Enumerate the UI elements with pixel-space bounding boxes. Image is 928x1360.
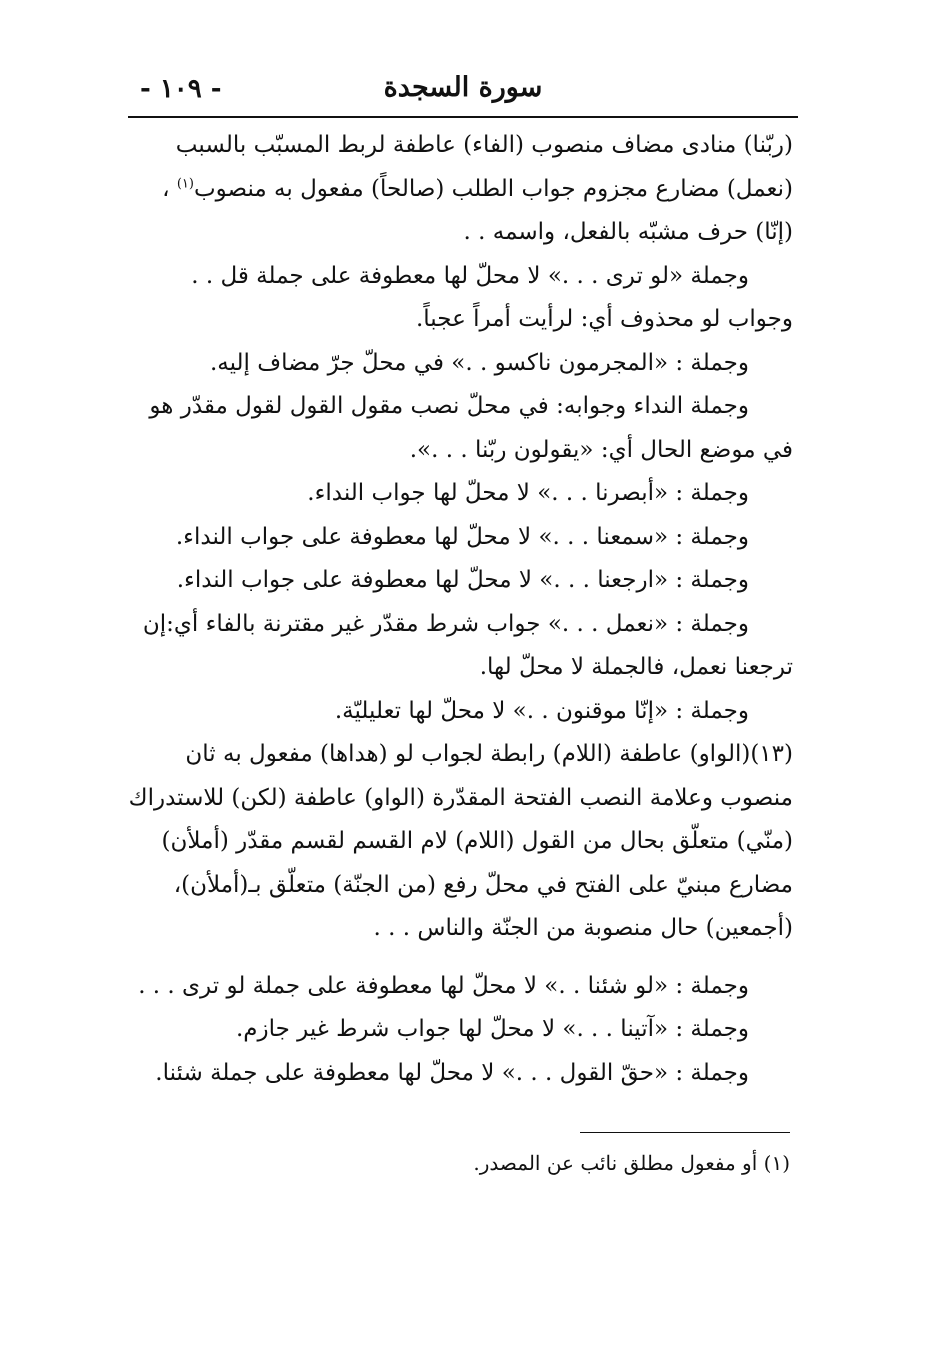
text-line: منصوب وعلامة النصب الفتحة المقدّرة (الواو) عاطفة (لكن) للاستدراك xyxy=(128,784,793,811)
text-line: وجملة : «ارجعنا . . .» لا محلّ لها معطوفة على جواب النداء. xyxy=(176,567,749,593)
text-line: وجواب لو محذوف أي: لرأيت أمراً عجباً. xyxy=(415,306,793,332)
text-line: مضارع مبنيّ على الفتح في محلّ رفع (من الجنّة) متعلّق بـ(أملأن)، xyxy=(173,871,793,898)
text-line: (١٣)(الواو) عاطفة (اللام) رابطة لجواب لو (هداها) مفعول به ثان xyxy=(185,741,793,767)
text-line: وجملة : «إنّا موقنون . .» لا محلّ لها تعليليّة. xyxy=(334,697,749,724)
text-line: وجملة : «سمعنا . . .» لا محلّ لها معطوفة على جواب النداء. xyxy=(175,523,749,550)
text-line: وجملة : «نعمل . . .» جواب شرط مقدّر غير مقترنة بالفاء أي:إن xyxy=(142,610,749,637)
page-header xyxy=(128,68,798,114)
text-line: وجملة : «آتينا . . .» لا محلّ لها جواب شرط غير جازم. xyxy=(235,1016,749,1042)
footnote: (١) أو مفعول مطلق نائب عن المصدر. xyxy=(473,1151,790,1175)
text-line: (إنّا) حرف مشبّه بالفعل، واسمه . . xyxy=(463,219,793,245)
text-line: في موضع الحال أي: «يقولون ربّنا . . .». xyxy=(409,436,793,463)
footnote-marker: (١) xyxy=(176,175,194,191)
body-text xyxy=(128,124,793,1095)
text-line: وجملة : «المجرمون ناكسو . .» في محلّ جرّ مضاف إليه. xyxy=(209,349,749,376)
text-line: ترجعنا نعمل، فالجملة لا محلّ لها. xyxy=(479,654,793,680)
text-line: (ربّنا) منادى مضاف منصوب (الفاء) عاطفة لربط المسبّب بالسبب xyxy=(175,132,793,158)
page-number: - ١٠٩ - xyxy=(140,74,222,104)
header-divider xyxy=(128,116,798,118)
footnote-divider xyxy=(580,1132,790,1133)
text-line: (منّي) متعلّق بحال من القول (اللام) لام القسم لقسم مقدّر (أملأن) xyxy=(161,828,793,854)
paragraph-gap xyxy=(128,951,793,965)
text-line: وجملة «لو ترى . . .» لا محلّ لها معطوفة على جملة قل . . xyxy=(191,262,749,289)
text-line: وجملة النداء وجوابه: في محلّ نصب مقول القول لقول مقدّر هو xyxy=(149,393,749,419)
text-line-content: (نعمل) مضارع مجزوم جواب الطلب (صالحاً) مفعول به منصوب xyxy=(193,175,793,202)
text-line: (أجمعين) حال منصوبة من الجنّة والناس . . . xyxy=(373,915,793,941)
text-line: وجملة : «حقّ القول . . .» لا محلّ لها معطوفة على جملة شئنا. xyxy=(155,1059,749,1086)
text-line-tail: ، xyxy=(162,175,170,202)
text-line: وجملة : «أبصرنا . . .» لا محلّ لها جواب النداء. xyxy=(307,480,749,506)
text-line xyxy=(128,168,793,212)
surah-title: سورة السجدة xyxy=(383,72,543,103)
text-line: وجملة : «لو شئنا . .» لا محلّ لها معطوفة على جملة لو ترى . . . xyxy=(138,972,749,999)
